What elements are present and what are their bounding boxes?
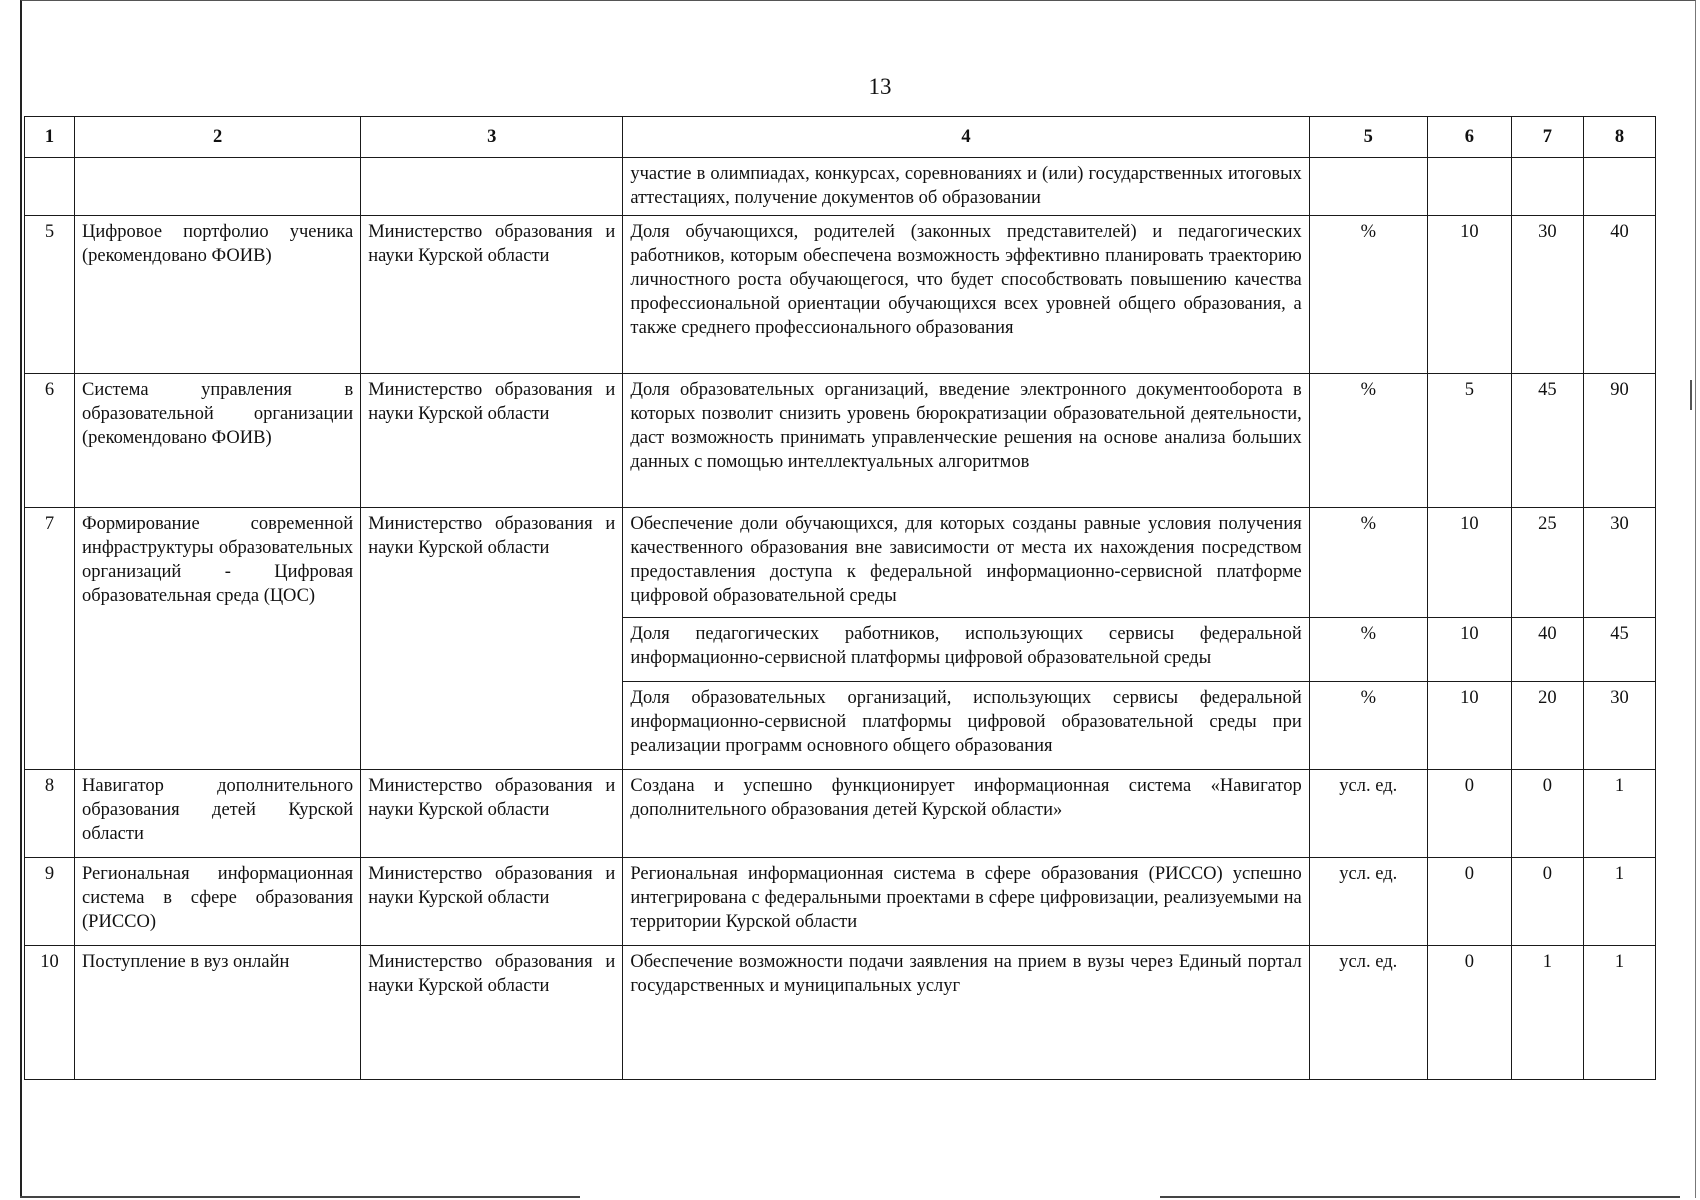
cell-indicator: Доля обучающихся, родителей (законных представителей) и педагогических работников, которым обеспечена возможность эффективно планировать траекторию личностного роста обучающегося, что будет способствовать повышению качества профессиональной ориентации обучающихся всех уровней общего образования, а также среднего профессионального образования [623, 216, 1309, 374]
cell-value [1511, 158, 1583, 216]
cell-num: 9 [25, 858, 75, 946]
cell-ministry: Министерство образования и науки Курской области [361, 374, 623, 508]
cell-ministry: Министерство образования и науки Курской области [361, 858, 623, 946]
cell-ministry [361, 158, 623, 216]
cell-value: 1 [1511, 946, 1583, 1080]
cell-value: 0 [1427, 946, 1511, 1080]
cell-unit: % [1309, 682, 1427, 770]
column-header: 1 [25, 117, 75, 158]
cell-value: 45 [1583, 618, 1655, 682]
cell-unit: усл. ед. [1309, 858, 1427, 946]
cell-unit [1309, 158, 1427, 216]
scan-edge-mark [1690, 380, 1692, 410]
cell-num: 5 [25, 216, 75, 374]
cell-unit: усл. ед. [1309, 770, 1427, 858]
cell-unit: % [1309, 216, 1427, 374]
cell-unit: % [1309, 618, 1427, 682]
cell-ministry: Министерство образования и науки Курской области [361, 216, 623, 374]
cell-value: 40 [1583, 216, 1655, 374]
cell-value: 10 [1427, 508, 1511, 618]
cell-indicator: Обеспечение доли обучающихся, для которых созданы равные условия получения качественного образования вне зависимости от места их нахождения посредством предоставления доступа к федеральной информационно-сервисной платформе цифровой образовательной среды [623, 508, 1309, 618]
cell-value: 1 [1583, 858, 1655, 946]
table-row [25, 946, 1656, 1080]
cell-name: Цифровое портфолио ученика (рекомендовано ФОИВ) [75, 216, 361, 374]
table-row [25, 770, 1656, 858]
cell-value: 10 [1427, 618, 1511, 682]
cell-num: 7 [25, 508, 75, 770]
cell-indicator: Доля образовательных организаций, введение электронного документооборота в которых позволит снизить уровень бюрократизации образовательной деятельности, даст возможность принимать управленческие решения на основе анализа больших данных с помощью интеллектуальных алгоритмов [623, 374, 1309, 508]
cell-value: 0 [1427, 858, 1511, 946]
table-row [25, 374, 1656, 508]
table-row [25, 858, 1656, 946]
column-header: 2 [75, 117, 361, 158]
cell-value: 1 [1583, 946, 1655, 1080]
table-row [25, 216, 1656, 374]
cell-name [75, 158, 361, 216]
scan-bottom-edge [20, 1196, 580, 1198]
cell-value: 30 [1583, 682, 1655, 770]
cell-value: 10 [1427, 682, 1511, 770]
cell-indicator: Доля педагогических работников, использующих сервисы федеральной информационно-сервисной платформы цифровой образовательной среды [623, 618, 1309, 682]
cell-name: Поступление в вуз онлайн [75, 946, 361, 1080]
cell-num: 10 [25, 946, 75, 1080]
header-row [25, 117, 1656, 158]
column-header: 7 [1511, 117, 1583, 158]
cell-name: Навигатор дополнительного образования детей Курской области [75, 770, 361, 858]
cell-ministry: Министерство образования и науки Курской области [361, 508, 623, 770]
indicators-table [24, 116, 1656, 1080]
cell-num: 6 [25, 374, 75, 508]
cell-num [25, 158, 75, 216]
cell-ministry: Министерство образования и науки Курской области [361, 770, 623, 858]
cell-value [1583, 158, 1655, 216]
column-header: 5 [1309, 117, 1427, 158]
cell-name: Региональная информационная система в сфере образования (РИССО) [75, 858, 361, 946]
cell-unit: % [1309, 508, 1427, 618]
cell-value: 45 [1511, 374, 1583, 508]
cell-unit: % [1309, 374, 1427, 508]
cell-value: 30 [1511, 216, 1583, 374]
cell-indicator: участие в олимпиадах, конкурсах, соревнованиях и (или) государственных итоговых аттестациях, получение документов об образовании [623, 158, 1309, 216]
cell-indicator: Доля образовательных организаций, использующих сервисы федеральной информационно-сервисной платформы цифровой образовательной среды при реализации программ основного общего образования [623, 682, 1309, 770]
cell-indicator: Создана и успешно функционирует информационная система «Навигатор дополнительного образования детей Курской области» [623, 770, 1309, 858]
page-number: 13 [868, 74, 892, 99]
cell-name: Система управления в образовательной организации (рекомендовано ФОИВ) [75, 374, 361, 508]
cell-num: 8 [25, 770, 75, 858]
cell-value: 25 [1511, 508, 1583, 618]
column-header: 4 [623, 117, 1309, 158]
cell-name: Формирование современной инфраструктуры образовательных организаций - Цифровая образовательная среда (ЦОС) [75, 508, 361, 770]
cell-value: 10 [1427, 216, 1511, 374]
cell-ministry: Министерство образования и науки Курской области [361, 946, 623, 1080]
table-row [25, 508, 1656, 618]
cell-value: 5 [1427, 374, 1511, 508]
cell-value: 1 [1583, 770, 1655, 858]
cell-value: 0 [1427, 770, 1511, 858]
cell-indicator: Региональная информационная система в сфере образования (РИССО) успешно интегрирована с федеральными проектами в сфере цифровизации, реализуемыми на территории Курской области [623, 858, 1309, 946]
cell-value: 90 [1583, 374, 1655, 508]
cell-value: 0 [1511, 858, 1583, 946]
cell-value: 30 [1583, 508, 1655, 618]
column-header: 6 [1427, 117, 1511, 158]
cell-value: 20 [1511, 682, 1583, 770]
cell-value: 0 [1511, 770, 1583, 858]
cell-indicator: Обеспечение возможности подачи заявления на прием в вузы через Единый портал государственных и муниципальных услуг [623, 946, 1309, 1080]
table-row [25, 158, 1656, 216]
scan-bottom-edge [1160, 1196, 1680, 1198]
column-header: 3 [361, 117, 623, 158]
cell-unit: усл. ед. [1309, 946, 1427, 1080]
cell-value: 40 [1511, 618, 1583, 682]
cell-value [1427, 158, 1511, 216]
column-header: 8 [1583, 117, 1655, 158]
